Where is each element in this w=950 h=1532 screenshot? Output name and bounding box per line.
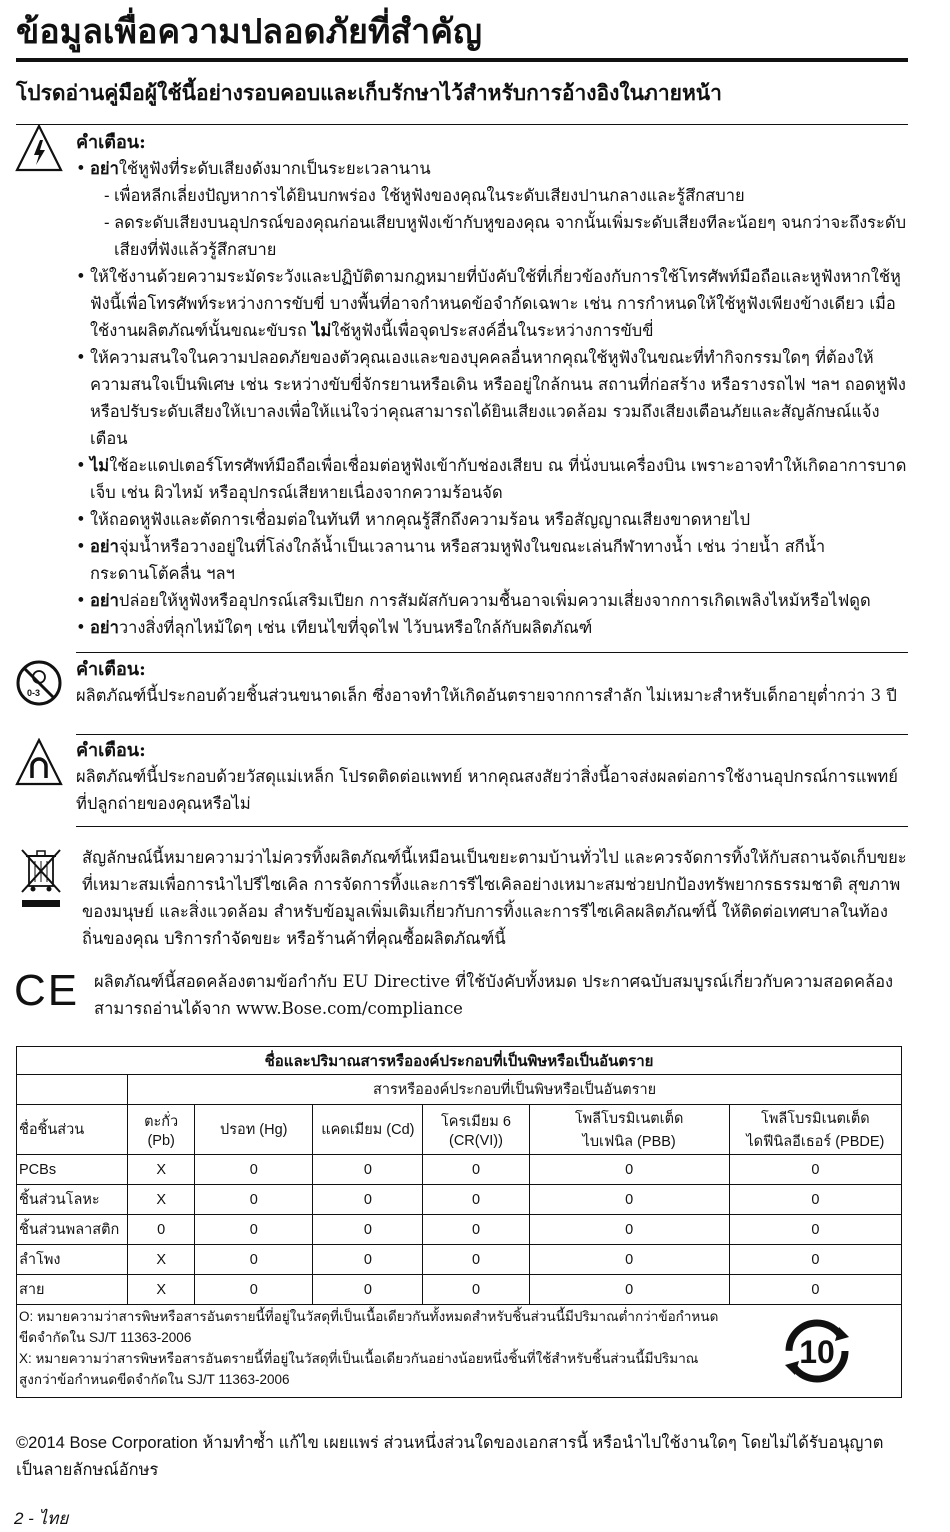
substance-cell: 0 [729, 1245, 901, 1275]
column-header-line-2: ไบเฟนิล (PBB) [582, 1133, 676, 1150]
part-name: ลำโพง [17, 1245, 128, 1275]
warning-item [76, 344, 908, 452]
part-name: PCBs [17, 1155, 128, 1185]
substance-cell: 0 [313, 1245, 423, 1275]
warning-item-bold-tail: ไม่ [312, 321, 332, 340]
warning-item [76, 452, 908, 506]
warning-title: คำเตือน: [76, 740, 146, 761]
column-header-line-2: ไดฟีนิลอีเธอร์ (PBDE) [746, 1133, 885, 1150]
group-header: สารหรือองค์ประกอบที่เป็นพิษหรือเป็นอันตราย [128, 1075, 902, 1105]
column-header-line-1: แคดเมียม (Cd) [321, 1122, 415, 1138]
table-row [17, 1275, 902, 1305]
warning-item-text: จุ่มน้ำหรือวางอยู่ในที่โล่งใกล้น้ำเป็นเวลานาน หรือสวมหูฟังในขณะเล่นกีฬาทางน้ำ เช่น ว่ายน้ำ สกีน้ำ กระดานโต้คลื่น ฯลฯ [90, 537, 826, 583]
substance-cell: X [128, 1245, 195, 1275]
note-x-line-1: X: หมายความว่าสารพิษหรือสารอันตรายนี้ที่อยู่ในวัสดุที่เป็นเนื้อเดียวกันอย่างน้อยหนึ่งชิ้นที่ใช้สำหรับชิ้นส่วนนี้มีปริมาณ [19, 1351, 699, 1366]
electric-shock-warning-icon [14, 124, 64, 176]
substance-cell: 0 [195, 1185, 313, 1215]
copyright: ©2014 Bose Corporation ห้ามทำซ้ำ แก้ไข เผยแพร่ ส่วนหนึ่งส่วนใดของเอกสารนี้ หรือนำไปใช้งานใดๆ โดยไม่ได้รับอนุญาตเป็นลายลักษณ์อักษร [16, 1434, 884, 1479]
part-name: ชิ้นส่วนพลาสติก [17, 1215, 128, 1245]
substance-cell: 0 [128, 1215, 195, 1245]
substance-cell: 0 [529, 1275, 729, 1305]
substance-cell: 0 [529, 1215, 729, 1245]
substance-cell: 0 [423, 1275, 529, 1305]
substance-cell: 0 [313, 1185, 423, 1215]
substance-cell: 0 [423, 1215, 529, 1245]
divider [76, 826, 908, 827]
warning-text: ผลิตภัณฑ์นี้ประกอบด้วยวัสดุแม่เหล็ก โปรดติดต่อแพทย์ หากคุณสงสัยว่าสิ่งนี้อาจส่งผลต่อการใช้งานอุปกรณ์การแพทย์ที่ปลูกถ่ายของคุณหรือไม่ [76, 767, 898, 813]
warning-subitem: - เพื่อหลีกเลี่ยงปัญหาการได้ยินบกพร่อง ใช้หูฟังของคุณในระดับเสียงปานกลางและรู้สึกสบาย [104, 182, 908, 209]
column-header [313, 1105, 423, 1155]
substance-cell: 0 [195, 1155, 313, 1185]
substance-cell: 0 [423, 1245, 529, 1275]
empty-cell [17, 1075, 128, 1105]
substance-cell: 0 [313, 1275, 423, 1305]
warning-item-text: วางสิ่งที่ลุกไหม้ใดๆ เช่น เทียนไขที่จุดไฟ ไว้บนหรือใกล้กับผลิตภัณฑ์ [118, 618, 593, 637]
substance-cell: 0 [729, 1275, 901, 1305]
column-header-line-1: ปรอท (Hg) [220, 1122, 288, 1138]
substance-cell: 0 [195, 1215, 313, 1245]
table-row [17, 1155, 902, 1185]
warning-subitem: - ลดระดับเสียงบนอุปกรณ์ของคุณก่อนเสียบหูฟังเข้ากับหูของคุณ จากนั้นเพิ่มระดับเสียงทีละน้อยๆ จนกว่าจะถึงระดับเสียงที่ฟังแล้วรู้สึกสบาย [104, 209, 908, 263]
warning-block-3 [76, 739, 908, 817]
warning-item-lead: อย่า [90, 537, 119, 556]
notes [19, 1306, 759, 1390]
table-row [17, 1185, 902, 1215]
warning-item-lead: อย่า [90, 618, 119, 637]
substance-cell: X [128, 1275, 195, 1305]
column-header-line-1: โพลีโบรมิเนตเต็ด [761, 1110, 870, 1127]
warning-item [76, 155, 908, 263]
warning-item [76, 533, 908, 587]
table-row [17, 1245, 902, 1275]
warning-item-text: ให้ใช้งานด้วยความระมัดระวังและปฏิบัติตามกฎหมายที่บังคับใช้ที่เกี่ยวข้องกับการใช้โทรศัพท์มือถือและหูฟังหากใช้หูฟังนี้เพื่อโทรศัพท์ระหว่างการขับขี่ บางพื้นที่อาจกำหนดข้อจำกัดเฉพาะ เช่น การกำหนดให้ใช้หูฟังเพียงข้างเดียว เมื่อใช้งานผลิตภัณฑ์นั้นขณะขับรถ [90, 267, 901, 340]
warning-item [76, 587, 908, 614]
table-row [17, 1215, 902, 1245]
warning-item-tail: ใช้หูฟังนี้เพื่อจุดประสงค์อื่นในระหว่างการขับขี่ [331, 321, 654, 340]
warning-item-lead: อย่า [90, 159, 119, 178]
warning-item-text: ใช้อะแดปเตอร์โทรศัพท์มือถือเพื่อเชื่อมต่อหูฟังเข้ากับช่องเสียบ ณ ที่นั่งบนเครื่องบิน เพราะอาจทำให้เกิดอาการบาดเจ็บ เช่น ผิวไหม้ หรืออุปกรณ์เสียหายเนื่องจากความร้อนจัด [90, 456, 907, 502]
column-header-line-1: ตะกั่ว (Pb) [144, 1114, 179, 1149]
substance-cell: 0 [529, 1245, 729, 1275]
weee-text: สัญลักษณ์นี้หมายความว่าไม่ควรทิ้งผลิตภัณฑ์นี้เหมือนเป็นขยะตามบ้านทั่วไป และควรจัดการทิ้งให้กับสถานจัดเก็บขยะที่เหมาะสมเพื่อการนำไปรีไซเคิล การจัดการทิ้งและการรีไซเคิลอย่างเหมาะสมช่วยปกป้องทรัพยากรธรรมชาติ สุขภาพของมนุษย์ และสิ่งแวดล้อม สำหรับข้อมูลเพิ่มเติมเกี่ยวกับการทิ้งและการรีไซเคิลผลิตภัณฑ์นี้ ให้ติดต่อเทศบาลในท้องถิ่นของคุณ บริการกำจัดขยะ หรือร้านค้าที่คุณซื้อผลิตภัณฑ์นี้ [82, 848, 907, 948]
substance-cell: 0 [729, 1185, 901, 1215]
column-header [423, 1105, 529, 1155]
column-header-line-1: โครเมียม 6 [441, 1114, 511, 1130]
substance-cell: 0 [529, 1185, 729, 1215]
page-subtitle: โปรดอ่านคู่มือผู้ใช้นี้อย่างรอบคอบและเก็บรักษาไว้สำหรับการอ้างอิงในภายหน้า [16, 80, 722, 105]
magnet-warning-icon [14, 738, 64, 790]
substance-cell: 0 [729, 1215, 901, 1245]
table-caption: ชื่อและปริมาณสารหรือองค์ประกอบที่เป็นพิษหรือเป็นอันตราย [17, 1047, 902, 1075]
part-name: สาย [17, 1275, 128, 1305]
column-header-line-2: (CR(VI)) [448, 1133, 503, 1149]
column-header [529, 1105, 729, 1155]
page-label: 2 - ไทย [14, 1509, 69, 1528]
column-header [195, 1105, 313, 1155]
warning-item [76, 614, 908, 641]
ce-text: ผลิตภัณฑ์นี้สอดคล้องตามข้อกำกับ EU Directive ที่ใช้บังคับทั้งหมด ประกาศฉบับสมบูรณ์เกี่ยวกับความสอดคล้อง สามารถอ่านได้จาก www.Bose.com/compliance [94, 972, 894, 1018]
warning-text: ผลิตภัณฑ์นี้ประกอบด้วยชิ้นส่วนขนาดเล็ก ซึ่งอาจทำให้เกิดอันตรายจากการสำลัก ไม่เหมาะสำหรับเด็กอายุต่ำกว่า 3 ปี [76, 686, 897, 705]
substance-table [16, 1046, 902, 1398]
subtitle-rule [16, 124, 908, 125]
warning-subitems [90, 182, 908, 263]
age-label: 0-3 [27, 688, 41, 698]
column-header [128, 1105, 195, 1155]
divider [76, 652, 908, 653]
warning-item-text: ปล่อยให้หูฟังหรืออุปกรณ์เสริมเปียก การสัมผัสกับความชื้นอาจเพิ่มความเสี่ยงจากการเกิดเพลิงไหม้หรือไฟดูด [118, 591, 871, 610]
warning-title: คำเตือน: [76, 659, 146, 680]
choking-hazard-0-3-icon [14, 658, 64, 708]
substance-cell: 0 [313, 1155, 423, 1185]
title-rule [16, 58, 908, 62]
substance-cell: 0 [313, 1215, 423, 1245]
warning-title: คำเตือน: [76, 132, 146, 153]
column-header-line-1: โพลีโบรมิเนตเต็ด [574, 1110, 684, 1127]
substance-cell: 0 [195, 1275, 313, 1305]
warning-block-2 [76, 658, 908, 709]
substance-cell: X [128, 1185, 195, 1215]
substance-cell: 0 [423, 1155, 529, 1185]
substance-cell: X [128, 1155, 195, 1185]
substance-cell: 0 [423, 1185, 529, 1215]
notes-cell [17, 1305, 902, 1398]
environment-protection-use-period-icon [777, 1311, 857, 1391]
column-header [729, 1105, 901, 1155]
note-x-line-2: สูงกว่าข้อกำหนดขีดจำกัดใน SJ/T 11363-2006 [19, 1372, 290, 1387]
warning-item [76, 263, 908, 344]
substance-cell: 0 [195, 1245, 313, 1275]
warning-item-lead: อย่า [90, 591, 119, 610]
divider [76, 734, 908, 735]
warning-item-text: ให้ความสนใจในความปลอดภัยของตัวคุณเองและของบุคคลอื่นหากคุณใช้หูฟังในขณะที่ทำกิจกรรมใดๆ ที่ต้องให้ความสนใจเป็นพิเศษ เช่น ระหว่างขับขี่จักรยานหรือเดิน หรืออยู่ใกล้กนน สถานที่ก่อสร้าง หรือรางรถไฟ ฯลฯ ถอดหูฟังหรือปรับระดับเสียงให้เบาลงเพื่อให้แน่ใจว่าคุณสามารถได้ยินเสียงแวดล้อม รวมถึงเสียงเตือนภัยและสัญลักษณ์แจ้งเตือน [90, 348, 906, 448]
substance-cell: 0 [729, 1155, 901, 1185]
warning-item-text: ใช้หูฟังที่ระดับเสียงดังมากเป็นระยะเวลานาน [118, 159, 431, 178]
warning-item [76, 506, 908, 533]
ce-mark-icon: CE [14, 966, 80, 1015]
warning-item-lead: ไม่ [90, 456, 110, 475]
warning-block-1 [76, 131, 908, 641]
warning-list [76, 155, 908, 641]
warning-item-text: ให้ถอดหูฟังและตัดการเชื่อมต่อในทันที หากคุณรู้สึกถึงความร้อน หรือสัญญาณเสียงขาดหายไป [90, 510, 751, 529]
epup-value: 10 [799, 1334, 835, 1370]
substance-cell: 0 [529, 1155, 729, 1185]
page-title: ข้อมูลเพื่อความปลอดภัยที่สำคัญ [16, 12, 482, 52]
part-header: ชื่อชิ้นส่วน [17, 1105, 128, 1155]
substance-table-wrap [16, 1046, 902, 1398]
note-o-line-2: ขีดจำกัดใน SJ/T 11363-2006 [19, 1330, 192, 1345]
note-o-line-1: O: หมายความว่าสารพิษหรือสารอันตรายนี้ที่อยู่ในวัสดุที่เป็นเนื้อเดียวกันทั้งหมดสำหรับชิ้นส่วนนี้มีปริมาณต่ำกว่าข้อกำหนด [19, 1309, 719, 1324]
part-name: ชิ้นส่วนโลหะ [17, 1185, 128, 1215]
crossed-out-bin-icon [18, 846, 64, 910]
